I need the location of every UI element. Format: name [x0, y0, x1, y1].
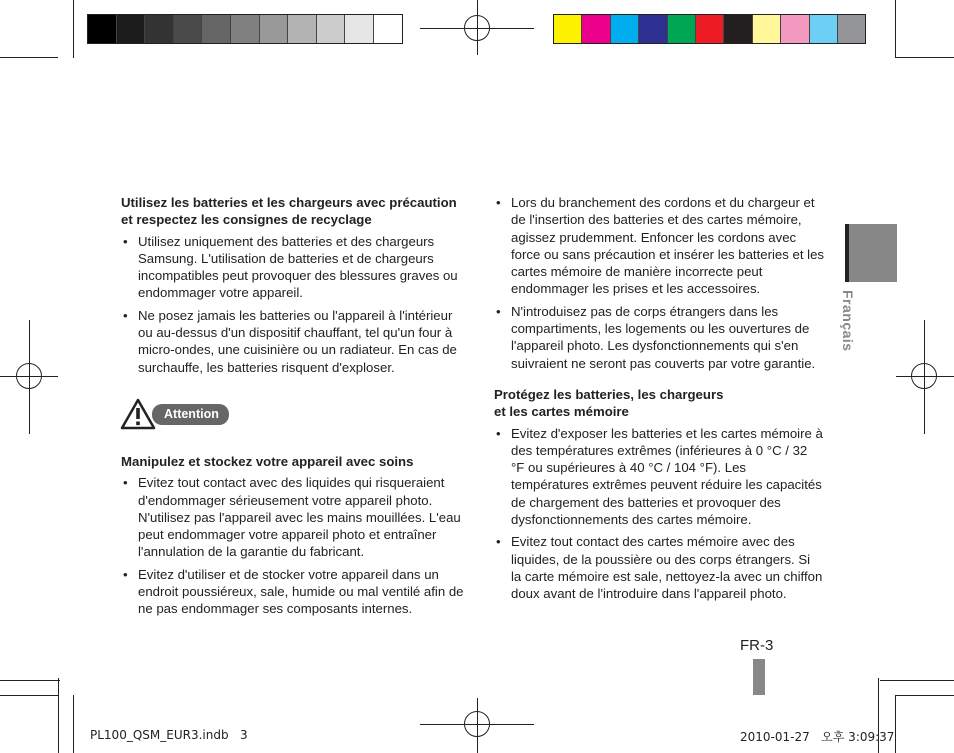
bullet-list — [121, 474, 466, 617]
list-item: • N'introduisez pas de corps étrangers dans les compartiments, les logements ou les ouvertures de l'appareil photo. Les dysfonctionnements qui s'en suivraient ne seront pas couverts par votre garantie. — [494, 303, 824, 372]
crop-mark — [896, 57, 954, 58]
attention-label: Attention — [152, 404, 229, 425]
crop-mark — [73, 695, 74, 753]
heading-line: et les cartes mémoire — [494, 404, 629, 420]
section-heading — [494, 386, 824, 421]
process-color-bar — [553, 14, 866, 44]
crop-mark — [880, 680, 954, 681]
bullet-list — [494, 194, 824, 372]
crop-mark — [73, 0, 74, 58]
crop-mark — [0, 680, 60, 681]
warning-triangle-icon — [120, 398, 156, 430]
crop-mark — [58, 678, 59, 753]
footer-datetime: 2010-01-27 오후 3:09:37 — [740, 730, 895, 744]
list-item: • Evitez d'exposer les batteries et les cartes mémoire à des températures extrêmes (inférieures à 0 °C / 32 °F ou supérieures à 40 °C / 104 °F). Les températures extrêmes peuvent réduire les capacités de chargement des batteries et provoquer des dysfonctionnements des cartes mémoire. — [494, 425, 824, 529]
color-swatch — [88, 15, 117, 43]
color-swatch — [582, 15, 610, 43]
bullet-list — [494, 425, 824, 603]
heading-line: Utilisez les batteries et les chargeurs avec précaution — [121, 195, 457, 210]
registration-mark — [464, 15, 490, 41]
language-label: Français — [840, 290, 856, 352]
crop-mark — [0, 695, 58, 696]
section-heading — [121, 194, 466, 229]
color-swatch — [202, 15, 231, 43]
list-item: • Ne posez jamais les batteries ou l'appareil à l'intérieur ou au-dessus d'un dispositif chauffant, tel qu'un four à micro-ondes, une cuisinière ou un radiateur. En cas de surchauffe, les batteries risquent d'exploser. — [121, 307, 466, 376]
crop-mark — [0, 57, 58, 58]
color-swatch — [724, 15, 752, 43]
section-handling — [121, 453, 466, 618]
color-swatch — [696, 15, 724, 43]
list-item: • Evitez tout contact des cartes mémoire avec des liquides, de la poussière ou des corps étrangers. Si la carte mémoire est sale, nettoyez-la avec un chiffon doux avant de l'introduire dans l'appareil photo. — [494, 533, 824, 602]
color-swatch — [117, 15, 146, 43]
left-column-lower — [121, 453, 466, 623]
section-batteries — [121, 194, 466, 376]
list-item: • Evitez tout contact avec des liquides qui risqueraient d'endommager sérieusement votre appareil photo. N'utilisez pas l'appareil avec les mains mouillées. L'eau peut endommager votre appareil photo et entraîner l'annulation de la garantie du fabricant. — [121, 474, 466, 560]
color-swatch — [753, 15, 781, 43]
section-protection — [494, 386, 824, 603]
heading-line: et respectez les consignes de recyclage — [121, 212, 372, 228]
list-item: • Lors du branchement des cordons et du chargeur et de l'insertion des batteries et des cartes mémoire, agissez prudemment. Enfoncer les cordons avec force ou sans précaution et insérer les batteries et les cartes mémoire de manière incorrecte peut endommager les prises et les accessoires. — [494, 194, 824, 298]
color-swatch — [611, 15, 639, 43]
right-column — [494, 194, 824, 608]
color-swatch — [668, 15, 696, 43]
section-heading: Manipulez et stockez votre appareil avec soins — [121, 454, 414, 469]
color-swatch — [554, 15, 582, 43]
list-item: • Utilisez uniquement des batteries et des chargeurs Samsung. L'utilisation de batteries et de chargeurs incompatibles peut provoquer des blessures graves ou endommager votre appareil. — [121, 233, 466, 302]
color-swatch — [231, 15, 260, 43]
bullet-list — [121, 233, 466, 376]
color-swatch — [374, 15, 402, 43]
registration-mark — [911, 363, 937, 389]
footer-file-name: PL100_QSM_EUR3.indb 3 — [90, 728, 248, 742]
list-item: • Evitez d'utiliser et de stocker votre appareil dans un endroit poussiéreux, sale, humide ou mal ventilé afin de ne pas endommager ses composants internes. — [121, 566, 466, 618]
color-swatch — [145, 15, 174, 43]
color-swatch — [174, 15, 203, 43]
crop-mark — [896, 695, 954, 696]
page-number: FR-3 — [740, 637, 774, 654]
left-column — [121, 194, 466, 381]
color-swatch — [288, 15, 317, 43]
side-tab — [849, 224, 897, 282]
color-swatch — [810, 15, 838, 43]
color-swatch — [781, 15, 809, 43]
attention-banner — [120, 398, 229, 430]
color-swatch — [639, 15, 667, 43]
color-swatch — [345, 15, 374, 43]
color-swatch — [838, 15, 865, 43]
color-swatch — [260, 15, 289, 43]
crop-mark — [895, 695, 896, 753]
registration-mark — [464, 711, 490, 737]
registration-mark — [16, 363, 42, 389]
grayscale-color-bar — [87, 14, 403, 44]
crop-mark — [895, 0, 896, 58]
heading-line: Protégez les batteries, les chargeurs — [494, 386, 724, 402]
color-swatch — [317, 15, 346, 43]
page-number-bar — [753, 659, 765, 695]
